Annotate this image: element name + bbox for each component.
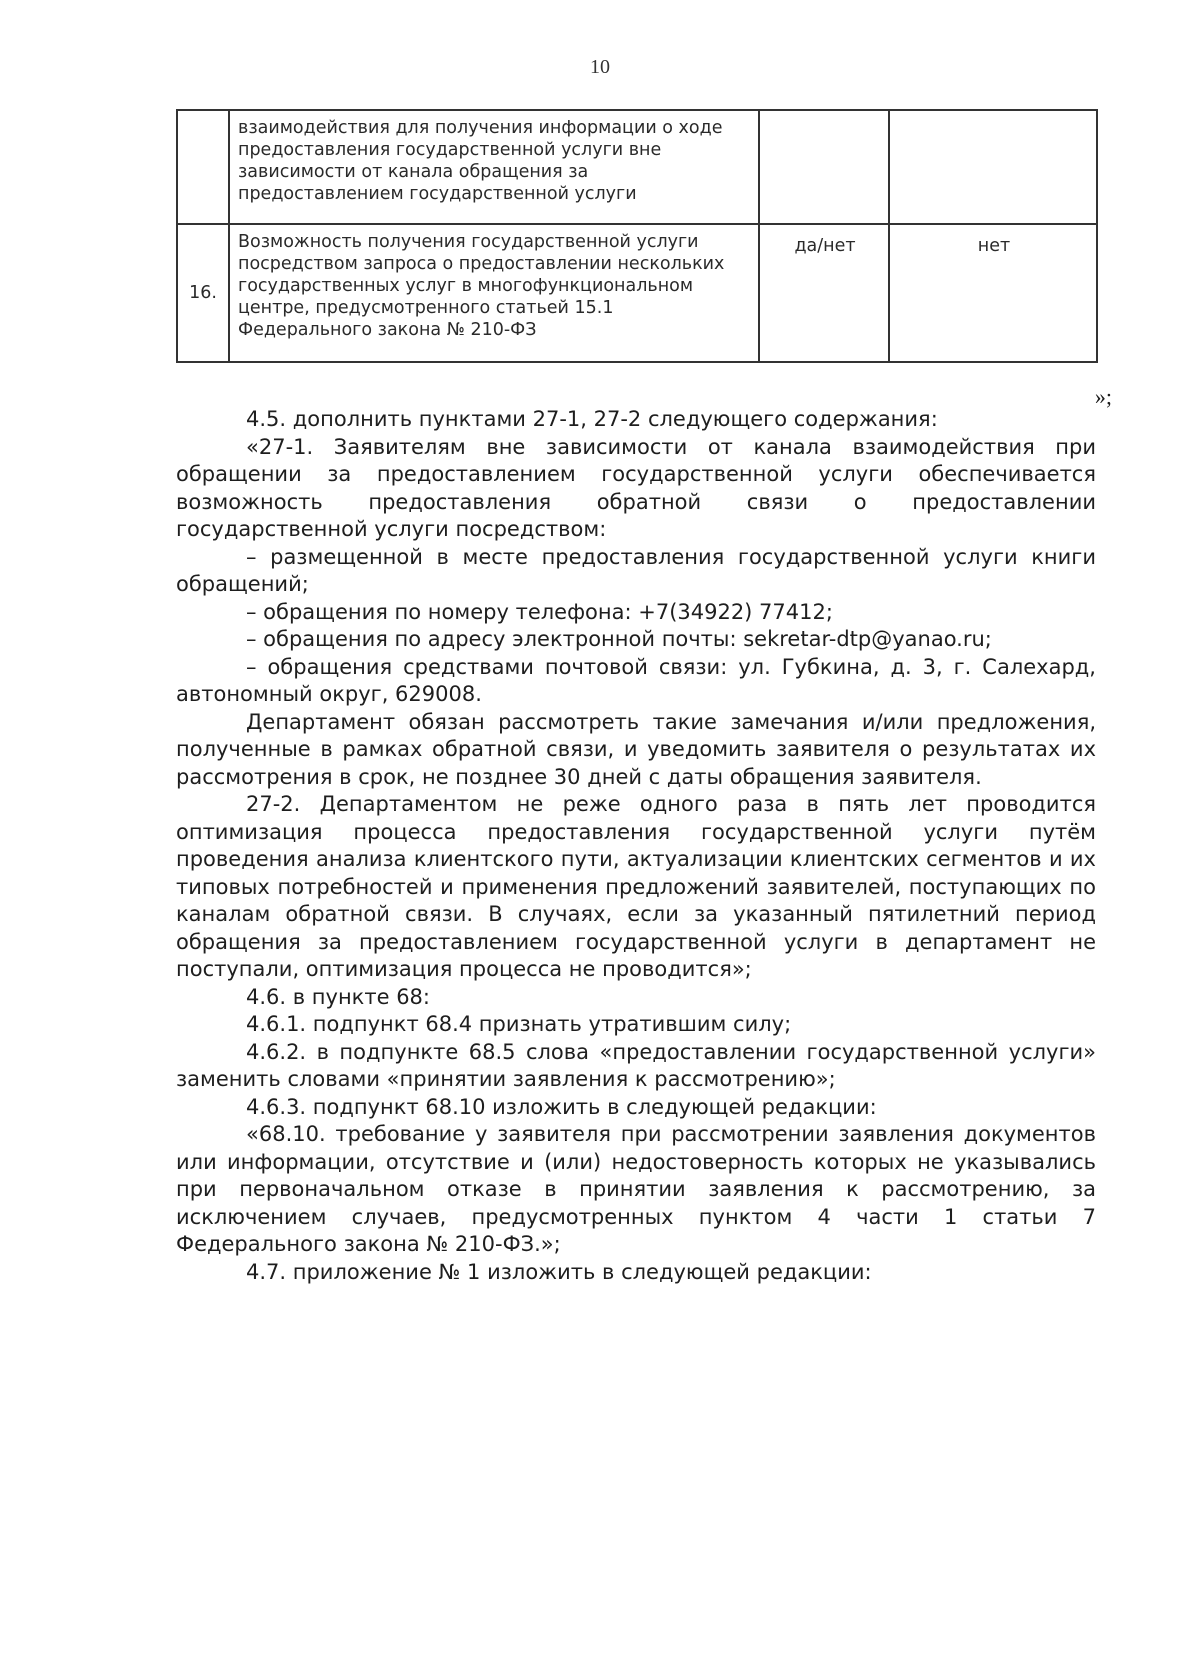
paragraph: – обращения по адресу электронной почты: sekretar-dtp@yanao.ru; — [246, 627, 992, 651]
paragraph: – размещенной в месте предоставления государственной услуги книги обращений; — [176, 544, 1096, 596]
criterion-text-cell: взаимодействия для получения информации о ходе предоставления государственной услуги вне зависимости от канала обращения за предоставлением государственной услуги — [229, 110, 759, 224]
criteria-table — [176, 109, 1098, 363]
paragraph: 4.6.2. в подпункте 68.5 слова «предоставлении государственной услуги» заменить словами «принятии заявления к рассмотрению»; — [176, 1039, 1096, 1091]
row-number-cell — [177, 110, 229, 224]
unit-cell — [759, 110, 889, 224]
row-number-cell: 16. — [177, 224, 229, 362]
paragraph: – обращения по номеру телефона: +7(34922) 77412; — [246, 599, 833, 624]
paragraph: 27-2. Департаментом не реже одного раза в пять лет проводится оптимизация процесса предоставления государственной услуги путём проведения анализа клиентского пути, актуализации клиентских сегментов и их типовых потребностей и применения предложений заявителей, поступающих по каналам обратной связи. В случаях, если за указанный пятилетний период обращения за предоставлением государственной услуги в департамент не поступали, оптимизация процесса не проводится»; — [176, 792, 1096, 981]
value-cell: нет — [889, 224, 1097, 362]
paragraph: «68.10. требование у заявителя при рассмотрении заявления документов или информации, отсутствие и (или) недостоверность которых не указывались при первоначальном отказе в принятии заявления к рассмотрению, за исключением случаев, предусмотренных пунктом 4 части 1 статьи 7 Федерального закона № 210-ФЗ.»; — [176, 1122, 1096, 1256]
paragraph: 4.7. приложение № 1 изложить в следующей редакции: — [246, 1259, 872, 1284]
criterion-text-cell: Возможность получения государственной услуги посредством запроса о предоставлении нескольких государственных услуг в многофункциональном центре, предусмотренного статьей 15.1 Федерального закона № 210-ФЗ — [229, 224, 759, 362]
paragraph: 4.6.3. подпункт 68.10 изложить в следующей редакции: — [246, 1094, 877, 1119]
paragraph: Департамент обязан рассмотреть такие замечания и/или предложения, полученные в рамках обратной связи, и уведомить заявителя о результатах их рассмотрения в срок, не позднее 30 дней с даты обращения заявителя. — [176, 709, 1096, 789]
paragraph: 4.5. дополнить пунктами 27-1, 27-2 следующего содержания: — [246, 407, 938, 431]
paragraph: «27-1. Заявителям вне зависимости от канала взаимодействия при обращении за предоставлением государственной услуги обеспечивается возможность предоставления обратной связи о предоставлении государственной услуги посредством: — [176, 434, 1096, 541]
closing-quote: »; — [1094, 384, 1112, 409]
document-body — [176, 406, 1096, 1286]
page-number: 10 — [590, 56, 610, 78]
paragraph: 4.6. в пункте 68: — [246, 984, 430, 1009]
paragraph: 4.6.1. подпункт 68.4 признать утратившим силу; — [246, 1012, 792, 1036]
unit-cell: да/нет — [759, 224, 889, 362]
value-cell — [889, 110, 1097, 224]
table-row — [177, 224, 1097, 362]
paragraph: – обращения средствами почтовой связи: ул. Губкина, д. 3, г. Салехард, автономный округ, 629008. — [176, 654, 1096, 706]
table-row — [177, 110, 1097, 224]
